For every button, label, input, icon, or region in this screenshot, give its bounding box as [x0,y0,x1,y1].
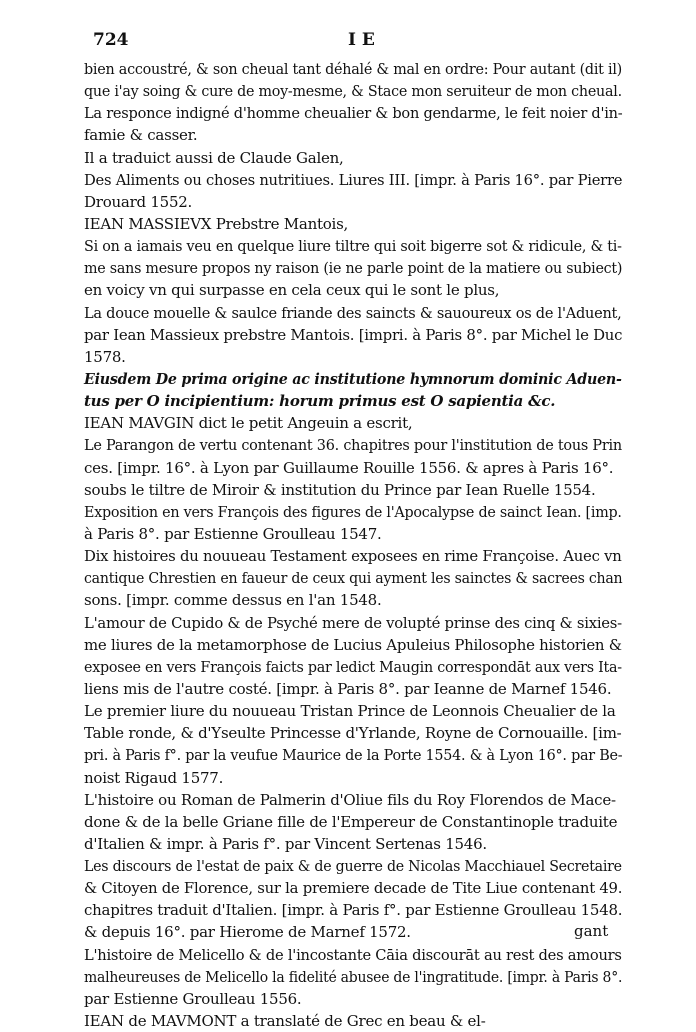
text-line: Si on a iamais veu en quelque liure tiltre qui soit bigerre sot & ridicule, & ti- [84,237,622,256]
catchword: gant [574,922,609,940]
text-line: IEAN MAVGIN dict le petit Angeuin a escrit, [84,414,413,433]
text-line: Exposition en vers François des figures de l'Apocalypse de sainct Iean. [imp. [84,502,622,521]
text-line: à Paris 8°. par Estienne Groulleau 1547. [84,524,382,543]
text-line: Le premier liure du nouueau Tristan Prince de Leonnois Cheualier de la [84,702,616,721]
text-line: famie & casser. [84,126,198,145]
text-block [84,58,622,1032]
text-line: cantique Chrestien en faueur de ceux qui ayment les sainctes & sacrees chan [84,569,623,588]
text-line: me sans mesure propos ny raison (ie ne parle point de la matiere ou subiect) [84,259,623,278]
page-number: 724 [93,30,129,50]
text-line: malheureuses de Melicello la fidelité abusee de l'ingratitude. [impr. à Paris 8°. [84,967,623,986]
text-line: & depuis 16°. par Hierome de Marnef 1572. [84,923,411,942]
text-line: done & de la belle Griane fille de l'Empereur de Constantinople traduite [84,812,618,831]
text-line: Les discours de l'estat de paix & de guerre de Nicolas Macchiauel Secretaire [84,857,622,876]
text-line: bien accoustré, & son cheual tant déhalé & mal en ordre: Pour autant (dit il) [84,60,623,78]
text-line: exposee en vers François faicts par ledict Maugin correspondāt aux vers Ita- [84,657,622,676]
text-line: Le Parangon de vertu contenant 36. chapitres pour l'institution de tous Prin [84,436,622,455]
text-line: que i'ay soing & cure de moy-mesme, & Stace mon seruiteur de mon cheual. [84,82,622,101]
text-line: par Estienne Groulleau 1556. [84,989,302,1008]
text-line: liens mis de l'autre costé. [impr. à Paris 8°. par Ieanne de Marnef 1546. [84,679,612,698]
text-line: Drouard 1552. [84,192,193,211]
text-line: L'histoire de Melicello & de l'incostante Cāia discourāt au rest des amours [84,945,622,964]
text-line: me liures de la metamorphose de Lucius Apuleius Philosophe historien & [84,635,622,654]
text-line: Table ronde, & d'Yseulte Princesse d'Yrlande, Royne de Cornouaille. [im- [84,724,622,743]
text-line: 1578. [84,347,126,366]
text-line: Des Aliments ou choses nutritiues. Liures III. [impr. à Paris 16°. par Pierre [84,170,623,189]
text-line: par Iean Massieux prebstre Mantois. [impri. à Paris 8°. par Michel le Duc [84,325,623,344]
text-line: & Citoyen de Florence, sur la premiere decade de Tite Liue contenant 49. [84,879,623,898]
text-line: Dix histoires du nouueau Testament exposees en rime Françoise. Auec vn [84,547,622,566]
text-line: La douce mouelle & saulce friande des saincts & sauoureux os de l'Aduent, [84,303,622,322]
text-line: Eiusdem De prima origine ac institutione hymnorum dominic Aduen- [84,369,622,388]
text-line: ces. [impr. 16°. à Lyon par Guillaume Rouille 1556. & apres à Paris 16°. [84,458,614,477]
text-line: tus per O incipientium: horum primus est O sapientia &c. [84,392,556,411]
text-line: soubs le tiltre de Miroir & institution du Prince par Iean Ruelle 1554. [84,480,596,499]
text-line: L'amour de Cupido & de Psyché mere de volupté prinse des cinq & sixies- [84,613,622,632]
text-line: pri. à Paris f°. par la veufue Maurice de la Porte 1554. & à Lyon 16°. par Be- [84,746,623,765]
text-line: IEAN de MAVMONT a translaté de Grec en beau & el- [84,1012,486,1031]
text-line: chapitres traduit d'Italien. [impr. à Paris f°. par Estienne Groulleau 1548. [84,901,623,920]
text-line: L'histoire ou Roman de Palmerin d'Oliue fils du Roy Florendos de Mace- [84,790,616,809]
text-line: sons. [impr. comme dessus en l'an 1548. [84,591,382,610]
text-line: La responce indigné d'homme cheualier & bon gendarme, le feit noier d'in- [84,104,623,123]
running-head: I E [348,30,375,50]
text-line: Il a traduict aussi de Claude Galen, [84,148,344,167]
text-line: IEAN MASSIEVX Prebstre Mantois, [84,214,349,233]
text-line: d'Italien & impr. à Paris f°. par Vincent Sertenas 1546. [84,834,487,853]
text-line: noist Rigaud 1577. [84,768,224,787]
text-line: en voicy vn qui surpasse en cela ceux qui le sont le plus, [84,281,500,300]
